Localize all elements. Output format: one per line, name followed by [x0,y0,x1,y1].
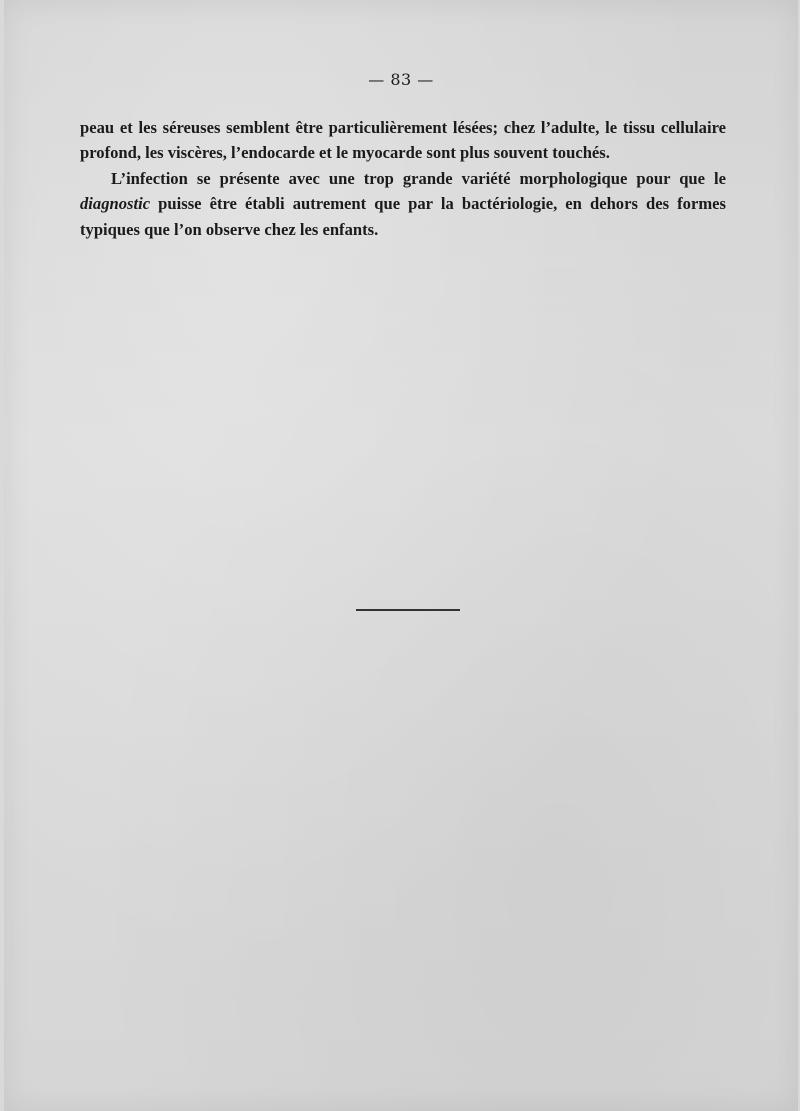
section-separator [356,609,460,611]
paragraph-2-text-end: puisse être établi autrement que par la bactériologie, en dehors des formes typiques que l’on observe chez les enfants. [80,194,726,239]
paragraph-2 [80,166,726,242]
page-number: — 83 — [368,70,434,89]
paragraph-2-text-start: L’infection se présente avec une trop grande variété morphologique pour que le [111,168,726,188]
paragraph-2-emphasis: diagnostic [80,194,151,214]
paragraph-1: peau et les séreuses semblent être particulièrement lésées; chez l’adulte, le tissu cellulaire profond, les viscères, l’endocarde et le myocarde sont plus souvent touchés. [80,118,726,163]
document-page [4,0,798,1111]
body-text [80,115,726,242]
